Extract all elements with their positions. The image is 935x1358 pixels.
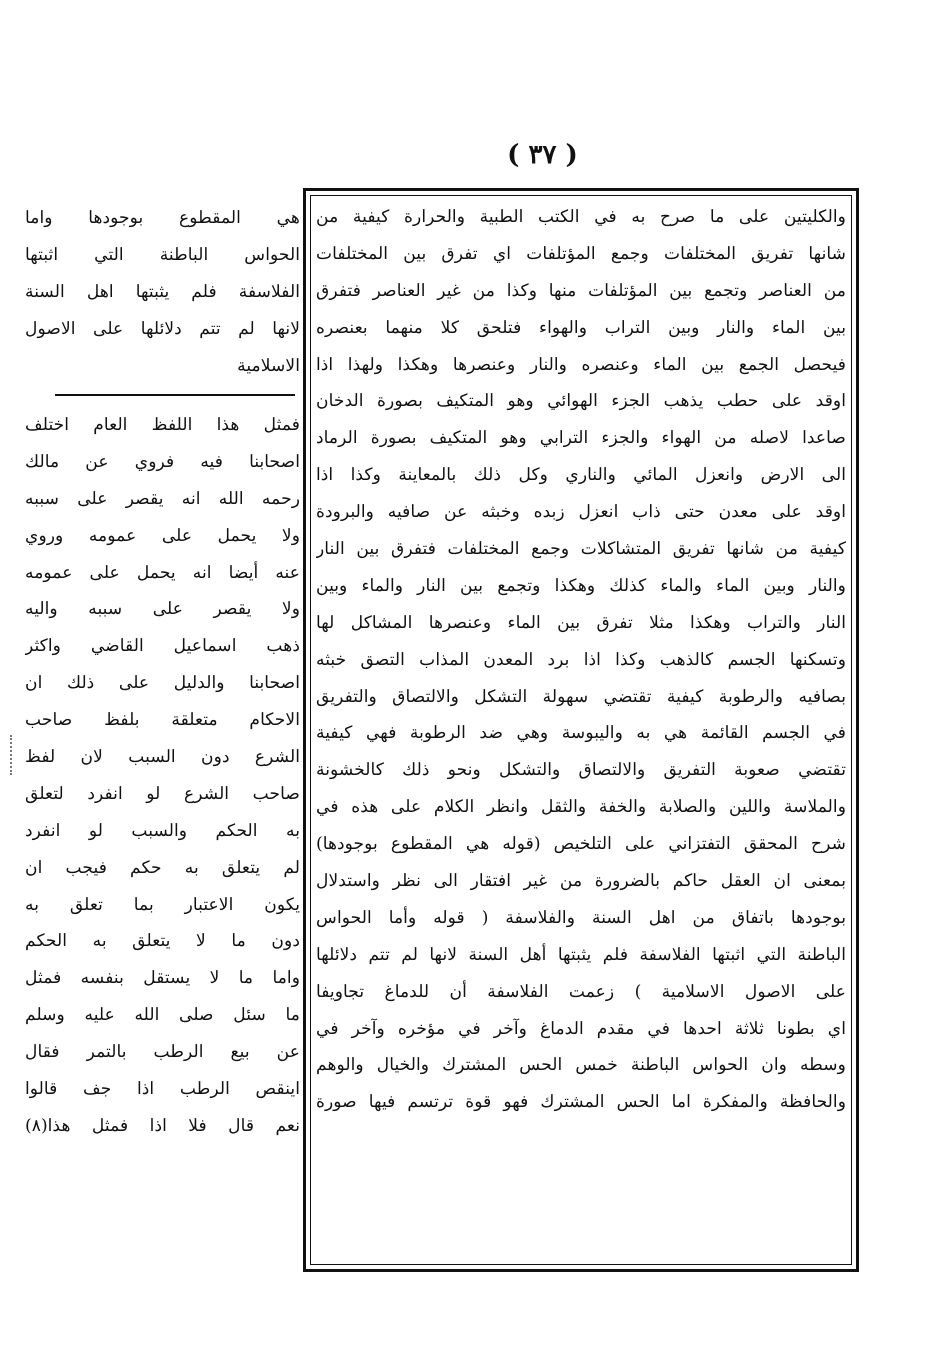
- main-column-line: بصافيه والرطوبة كيفية تقتضي سهولة التشكل والالتصاق والتفريق: [316, 686, 846, 707]
- side-bottom-line: الاحكام متعلقة بلفظ صاحب: [25, 710, 300, 731]
- side-bottom-line: ولا يقصر على سببه واليه: [25, 599, 300, 620]
- side-top-line: الحواس الباطنة التي اثبتها: [25, 244, 300, 265]
- main-column-line: بمعنى ان العقل حاكم بالضرورة من غير افتقار الى نظر واستدلال: [316, 871, 846, 892]
- side-bottom-line: اصحابنا والدليل على ذلك ان: [25, 673, 300, 694]
- side-bottom-line: ما سئل صلى الله عليه وسلم: [25, 1005, 300, 1026]
- main-column-line: والكليتين على ما صرح به في الكتب الطبية والحرارة كيفية من: [316, 207, 846, 227]
- side-top-line: الفلاسفة فلم يثبتها اهل السنة: [25, 281, 300, 302]
- main-column-line: شرح المحقق التفتزاني على التلخيص (قوله هي المقطوع بوجودها): [316, 834, 846, 855]
- main-column-line: الباطنة التي اثبتها الفلاسفة فلم يثبتها أهل السنة لانها لم تتم دلائلها: [316, 944, 846, 965]
- main-column-line: كيفية من شانها تفريق المتشاكلات وجمع المختلفات فتفرق بين النار: [316, 539, 846, 560]
- side-bottom-line: عن بيع الرطب بالتمر فقال: [25, 1042, 300, 1063]
- main-column-line: فيحصل الجمع بين الماء وعنصره والنار وعنصرها وهكذا ولهذا اذا: [316, 354, 846, 375]
- main-column-line: بين الماء والنار وبين التراب والهواء فتلحق كلا منهما بعنصره: [316, 317, 846, 338]
- side-bottom-line: ذهب اسماعيل القاضي واكثر: [25, 636, 300, 657]
- side-top-line: الاسلامية: [237, 355, 300, 376]
- side-bottom-line: واما ما لا يستقل بنفسه فمثل: [25, 968, 300, 989]
- main-column-line: اوقد على معدن حتى ذاب انعزل زبده وخبثه عن صافيه والبرودة: [316, 502, 846, 523]
- main-column-line: على الاصول الاسلامية ) زعمت الفلاسفة أن للدماغ تجاويفا: [316, 981, 846, 1002]
- main-column-line: وسطه وان الحواس الباطنة خمس الحس المشترك والخيال والوهم: [316, 1055, 846, 1076]
- main-column-line: صاعدا لاصله من الهواء والجزء الترابي وهو المتكيف بصورة الرماد: [316, 428, 846, 449]
- side-bottom-line: رحمه الله انه يقصر على سببه: [25, 488, 300, 509]
- side-bottom-line: يكون الاعتبار بما تعلق به: [25, 894, 300, 915]
- main-column-line: في الجسم القائمة هي به واليبوسة وهي ضد الرطوبة فهي كيفية: [316, 723, 846, 744]
- main-column-line: اوقد على حطب يذهب الجزء الهوائي وهو المتكيف بصورة الدخان: [316, 391, 846, 412]
- side-bottom-line: نعم قال فلا اذا فمثل هذا(٨): [25, 1115, 300, 1136]
- side-bottom-line: لم يتعلق به حكم فيجب ان: [25, 857, 300, 878]
- side-bottom-line: فمثل هذا اللفظ العام اختلف: [25, 415, 300, 435]
- main-column-line: تقتضي صعوبة التفريق والالتصاق والتشكل ونحو ذلك كالخشونة: [316, 760, 846, 781]
- side-bottom-line: الشرع دون السبب لان لفظ: [25, 747, 300, 768]
- side-column-bottom: [25, 407, 300, 1145]
- margin-mark: [10, 735, 14, 775]
- main-column-line: الى الارض وانعزل المائي والناري وكل ذلك بالمعاينة وكذا اذا: [316, 465, 846, 486]
- side-bottom-line: عنه أيضا انه يحمل على عمومه: [25, 562, 300, 583]
- main-column-line: شانها تفريق المختلفات وجمع المؤتلفات اي تفرق بين المختلفات: [316, 243, 846, 264]
- side-bottom-line: ولا يحمل على عمومه وروي: [25, 525, 300, 546]
- main-text-frame: [303, 188, 859, 1272]
- main-column-line: من العناصر وتجمع بين المؤتلفات منها وكذا من غير العناصر فتفرق: [316, 280, 846, 301]
- main-column-line: وتسكنها الجسم كالذهب وكذا اذا برد المعدن المذاب التصق خبثه: [316, 649, 846, 670]
- main-column-line: النار والتراب وهكذا مثلا تفرق بين الماء وعنصرها المشاكل لها: [316, 612, 846, 633]
- main-text-column: [316, 199, 846, 1121]
- side-bottom-line: دون ما لا يتعلق به الحكم: [25, 931, 300, 952]
- side-top-line: لانها لم تتم دلائلها على الاصول: [25, 318, 300, 339]
- side-column-top: [25, 200, 300, 384]
- main-column-line: والحافظة والمفكرة اما الحس المشترك فهو قوة ترتسم فيها صورة: [316, 1092, 846, 1113]
- side-bottom-line: صاحب الشرع لو انفرد لتعلق: [25, 783, 300, 804]
- main-column-line: بوجودها باتفاق من اهل السنة والفلاسفة ( قوله وأما الحواس: [316, 907, 846, 928]
- page-number: ( ٣٧ ): [507, 140, 578, 170]
- main-column-line: اي بطونا ثلاثة احدها في مقدم الدماغ وآخر في مؤخره وآخر في: [316, 1018, 846, 1039]
- side-top-line: هي المقطوع بوجودها واما: [25, 208, 300, 228]
- main-column-line: والملاسة واللين والصلابة والخفة والثقل وانظر الكلام على هذه في: [316, 797, 846, 818]
- side-bottom-line: به الحكم والسبب لو انفرد: [25, 820, 300, 841]
- side-bottom-line: اينقص الرطب اذا جف قالوا: [25, 1079, 300, 1100]
- side-column-divider: [55, 394, 295, 396]
- main-column-line: والنار وبين الماء والماء كذلك وهكذا وتجمع بين النار والماء وبين: [316, 575, 846, 596]
- side-bottom-line: اصحابنا فيه فروي عن مالك: [25, 451, 300, 472]
